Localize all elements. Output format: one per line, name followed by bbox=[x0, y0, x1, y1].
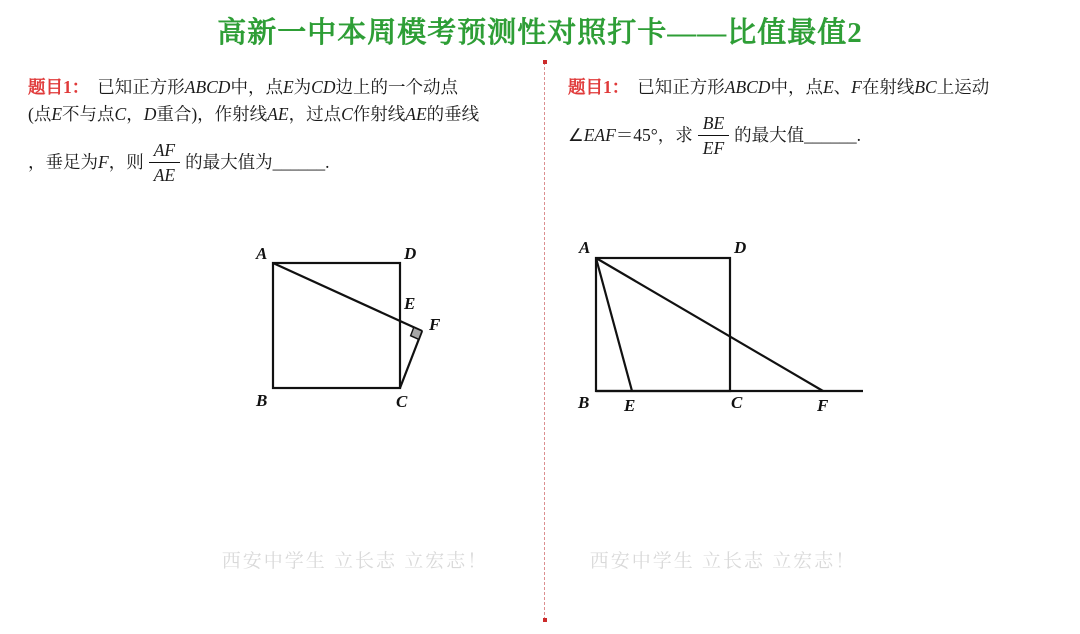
diagram-left-square-abcd bbox=[240, 232, 470, 417]
vertex-label-a: A bbox=[256, 244, 268, 263]
vertex-label-b: B bbox=[256, 391, 268, 410]
fraction-denominator: EF bbox=[702, 137, 725, 158]
problem-left bbox=[28, 74, 526, 190]
vertex-label-e: E bbox=[624, 396, 636, 415]
fraction-denominator: AE bbox=[153, 164, 176, 185]
fraction-be-ef bbox=[698, 112, 729, 159]
problem-left-line1 bbox=[28, 74, 526, 101]
vertex-label-d: D bbox=[734, 238, 747, 257]
problem-right-line2-post: 的最大值______. bbox=[734, 124, 862, 145]
page-title: 高新一中本周模考预测性对照打卡——比值最值2 bbox=[217, 17, 863, 49]
problem-left-line3-post: 的最大值为______. bbox=[185, 151, 330, 172]
vertex-label-f: F bbox=[429, 315, 441, 334]
fraction-numerator: BE bbox=[698, 112, 729, 136]
fraction-numerator: AF bbox=[149, 139, 180, 163]
problem-left-line1-text: 已知正方形ABCD中，点E为CD边上的一个动点 bbox=[97, 77, 458, 97]
problem-right-line1-text: 已知正方形ABCD中，点E、F在射线BC上运动 bbox=[637, 77, 990, 97]
vertex-label-c: C bbox=[396, 392, 408, 411]
problem-left-line3-pre: ，垂足为F，则 bbox=[28, 151, 144, 172]
square-abcd bbox=[273, 263, 400, 388]
problem-right-line2-pre: ∠EAF＝45°，求 bbox=[568, 124, 693, 145]
vertex-label-c: C bbox=[731, 393, 743, 412]
problem-left-label: 题目1： bbox=[28, 77, 90, 97]
problem-right-line2 bbox=[568, 107, 1068, 163]
fraction-af-ae bbox=[149, 139, 180, 186]
problem-left-line3 bbox=[28, 134, 526, 190]
divider-bottom-dot bbox=[543, 618, 547, 622]
problem-right-line1 bbox=[568, 74, 1068, 101]
problem-left-line2: (点E不与点C，D重合)，作射线AE，过点C作射线AE的垂线 bbox=[28, 104, 480, 124]
problem-right bbox=[568, 74, 1068, 163]
vertex-label-d: D bbox=[404, 244, 417, 263]
divider-top-dot bbox=[543, 60, 547, 64]
diagram-right-square-abcd-ray bbox=[565, 230, 880, 415]
watermark-right: 西安中学生 立长志 立宏志！ bbox=[589, 551, 857, 572]
line-a-to-f bbox=[596, 258, 823, 391]
problem-right-label: 题目1： bbox=[568, 77, 630, 97]
watermark-left: 西安中学生 立长志 立宏志！ bbox=[221, 551, 489, 572]
line-a-to-e bbox=[596, 258, 632, 391]
column-divider bbox=[544, 62, 545, 620]
vertex-label-e: E bbox=[404, 294, 416, 313]
vertex-label-b: B bbox=[578, 393, 590, 412]
vertex-label-f: F bbox=[817, 396, 829, 415]
vertex-label-a: A bbox=[579, 238, 591, 257]
